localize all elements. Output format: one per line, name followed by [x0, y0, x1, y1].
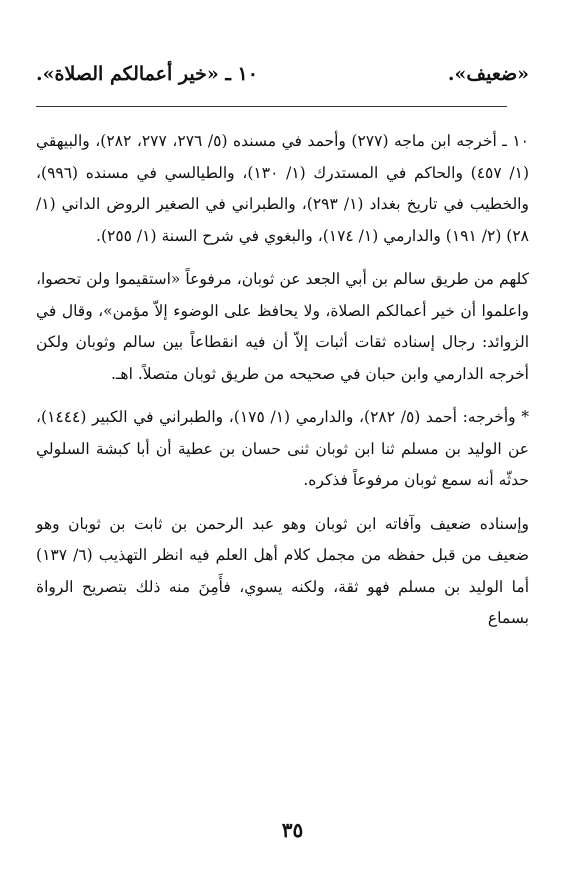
page-number: ٣٥: [281, 818, 304, 842]
page-header: [36, 54, 529, 94]
takhrij-paragraph: ١٠ ـ أخرجه ابن ماجه (٢٧٧) وأحمد في مسنده (٥/ ٢٧٦، ٢٧٧، ٢٨٢)، والبيهقي (١/ ٤٥٧) والحاكم في المستدرك (١/ ١٣٠)، والطيالسي في مسنده (٩٩٦)، والخطيب في تاريخ بغداد (١/ ٢٩٣)، والطبراني في الصغير الروض الداني (١/ ٢٨) (٢/ ١٩١) والدارمي (١/ ١٧٤)، والبغوي في شرح السنة (١/ ٢٥٥).: [36, 132, 529, 245]
hadith-title: ١٠ ـ «خير أعمالكم الصلاة».: [36, 63, 258, 85]
hadith-grade: «ضعيف».: [447, 63, 529, 85]
page-body: [36, 126, 529, 812]
header-divider: [36, 106, 507, 107]
additional-narration-paragraph: * وأخرجه: أحمد (٥/ ٢٨٢)، والدارمي (١/ ١٧٥)، والطبراني في الكبير (١٤٤٤)، عن الوليد بن مسلم ثنا ابن ثوبان ثنى حسان بن عطية أن أبا كبشة السلولي حدثّه أنه سمع ثوبان مرفوعاً فذكره.: [36, 408, 529, 489]
grading-paragraph: وإسناده ضعيف وآفاته ابن ثوبان وهو عبد الرحمن بن ثابت بن ثوبان وهو ضعيف من قبل حفظه من مجمل كلام أهل العلم فيه انظر التهذيب (٦/ ١٣٧) أما الوليد بن مسلم فهو ثقة، ولكنه يسوي، فأَمِنَ منه ذلك بتصريح الرواة بسماع: [36, 514, 529, 627]
chain-paragraph: كلهم من طريق سالم بن أبي الجعد عن ثوبان، مرفوعاً «استقيموا ولن تحصوا، واعلموا أن خير أعمالكم الصلاة، ولا يحافظ على الوضوء إلاّ مؤمن»، وقال في الزوائد: رجال إسناده ثقات أثبات إلاّ أن فيه انقطاعاً بين سالم وثوبان ولكن أخرجه الدارمي وابن حبان في صحيحه من طريق ثوبان متصلاً. اهـ.: [36, 270, 529, 383]
